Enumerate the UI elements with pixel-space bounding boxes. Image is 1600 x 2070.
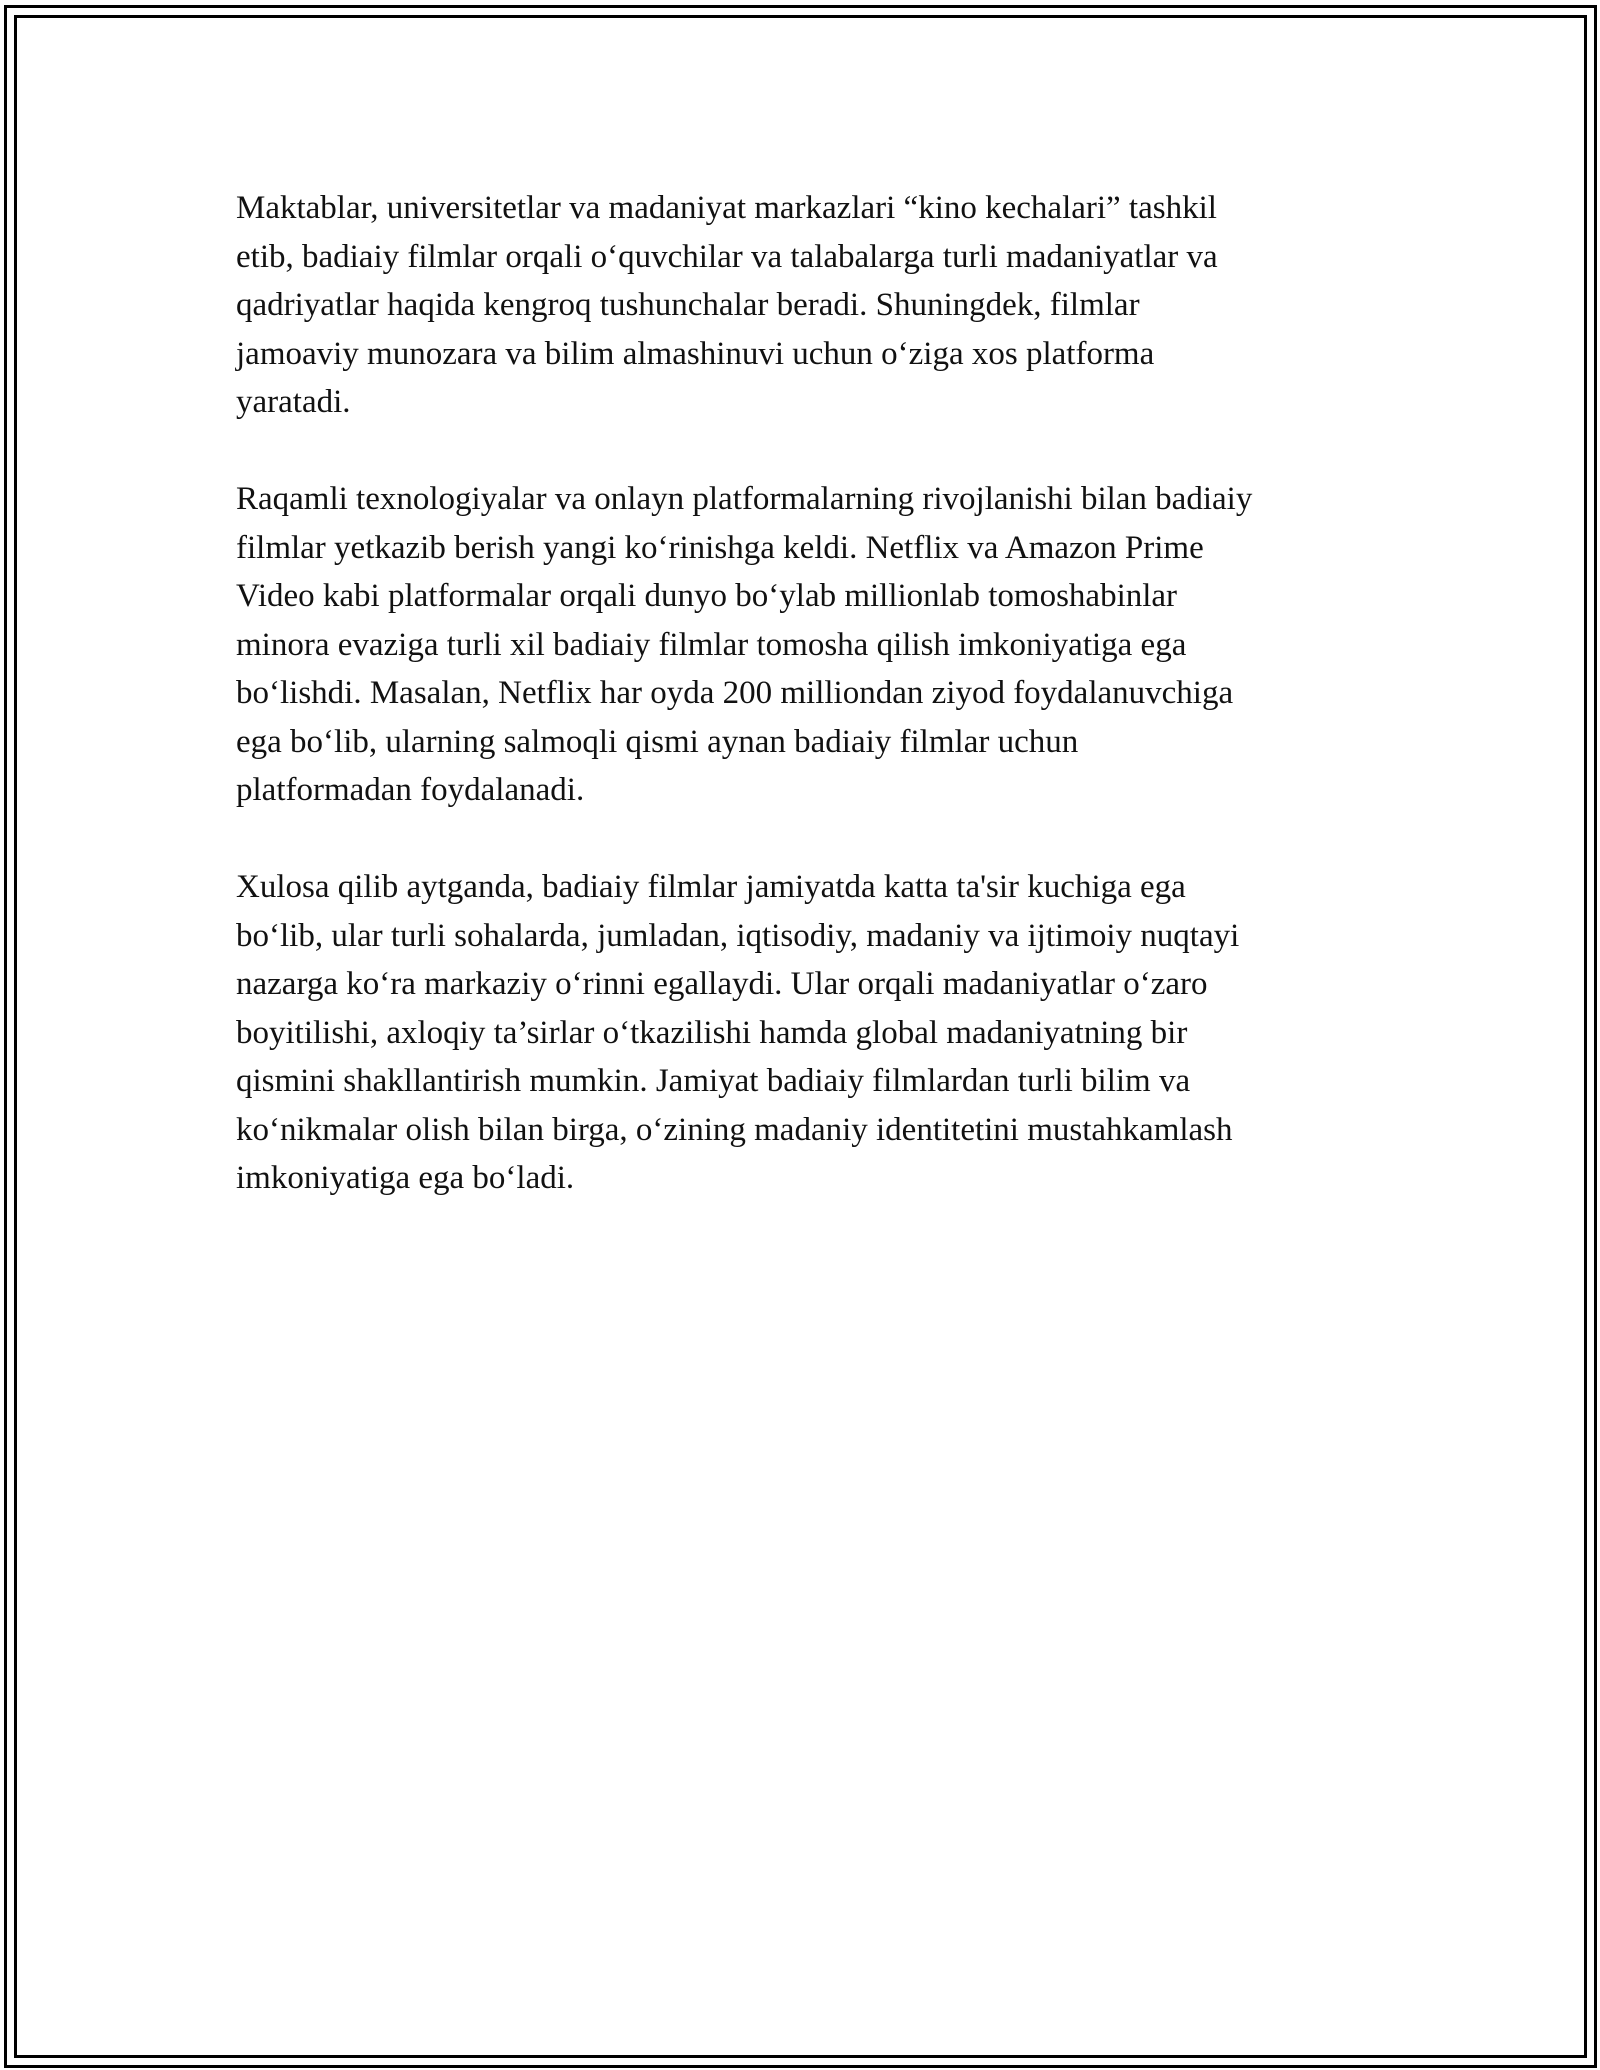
- paragraph-1: Maktablar, universitetlar va madaniyat markazlari “kino kechalari” tashkil etib, badiaiy filmlar orqali oʻquvchilar va talabalarga turli madaniyatlar va qadriyatlar haqida kengroq tushunchalar beradi. Shuningdek, filmlar jamoaviy munozara va bilim almashinuvi uchun oʻziga xos platforma yaratadi.: [236, 190, 1218, 420]
- paragraph-2: Raqamli texnologiyalar va onlayn platformalarning rivojlanishi bilan badiaiy filmlar yetkazib berish yangi koʻrinishga keldi. Netflix va Amazon Prime Video kabi platformalar orqali dunyo boʻylab millionlab tomoshabinlar minora evaziga turli xil badiaiy filmlar tomosha qilish imkoniyatiga ega boʻlishdi. Masalan, Netflix har oyda 200 milliondan ziyod foydalanuvchiga ega boʻlib, ularning salmoqli qismi aynan badiaiy filmlar uchun platformadan foydalanadi.: [236, 481, 1253, 808]
- document-body: [236, 184, 1396, 1251]
- paragraph-3: Xulosa qilib aytganda, badiaiy filmlar jamiyatda katta ta'sir kuchiga ega boʻlib, ular turli sohalarda, jumladan, iqtisodiy, madaniy va ijtimoiy nuqtayi nazarga koʻra markaziy oʻrinni egallaydi. Ular orqali madaniyatlar oʻzaro boyitilishi, axloqiy ta’sirlar oʻtkazilishi hamda global madaniyatning bir qismini shakllantirish mumkin. Jamiyat badiaiy filmlardan turli bilim va koʻnikmalar olish bilan birga, oʻzining madaniy identitetini mustahkamlash imkoniyatiga ega boʻladi.: [236, 869, 1240, 1196]
